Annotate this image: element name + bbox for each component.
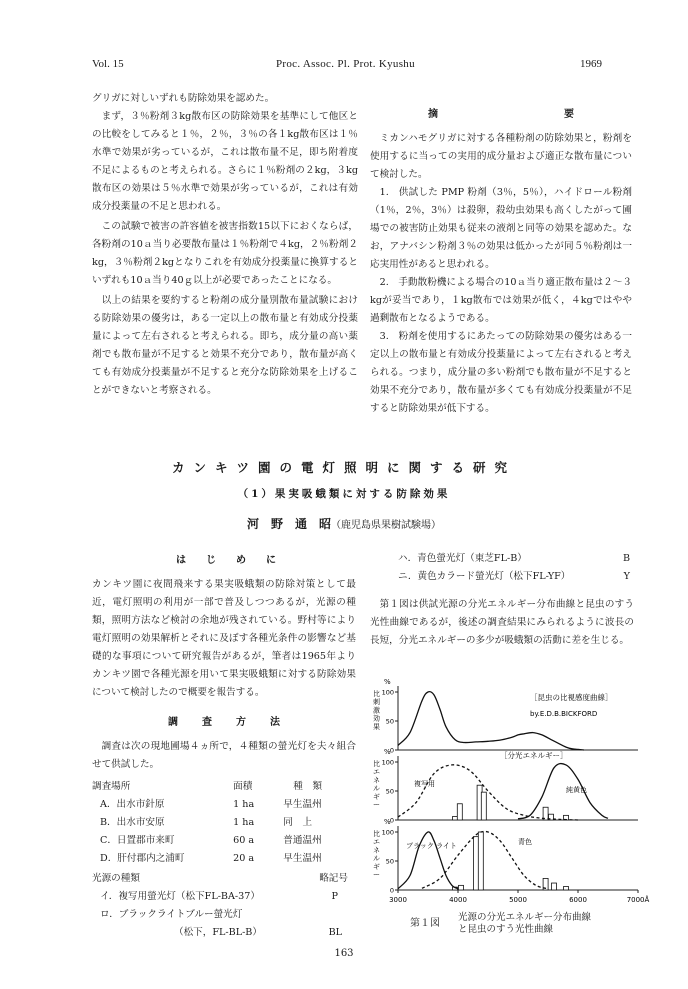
table-row	[92, 796, 352, 814]
lamp-name: ハ．青色螢光灯（東芝FL-B）	[398, 553, 527, 564]
table-row	[92, 850, 352, 868]
y-tick-label: 100	[381, 758, 394, 767]
y-axis-label-char: 効	[373, 714, 380, 723]
y-tick-label: 0	[389, 816, 394, 825]
bar	[474, 837, 479, 890]
site-kind: 早生温州	[283, 799, 322, 810]
x-tick-label: 6000	[569, 896, 587, 904]
series-line	[398, 832, 458, 889]
table-header: 面積	[233, 781, 253, 792]
paragraph: この試験で被害の許容値を被害指数15以下におくならば，各粉剤の10ａ当り必要散布量は１％粉剤で４kg，２％粉剤２kg，３％粉剤２kgとなりこれを有効成分投薬量に換算するといずれも10ａ当り40ｇ以上が必要であったことになる。	[92, 221, 358, 286]
author-name: 河 野 通 昭	[246, 517, 331, 531]
figure-caption-text	[458, 912, 591, 936]
paragraph: まず，３％粉剤３kg散布区の防除効果を基準にして他区との比較をしてみると１％，２％，３％の各１kg散布区は１％水準で効果が劣っているが，これは散布量不足，即ち附着度不足によるものと考えられる。さらに１％粉剤の２kg，３kg散布区の効果は５％水準で効果が劣っているが，これは有効成分投薬量の不足と思われる。	[92, 111, 358, 212]
table-row	[92, 888, 352, 906]
sites-table	[92, 778, 352, 868]
panel-title: ［分光エネルギー］	[500, 751, 568, 760]
summary-heading: 摘 要	[428, 109, 598, 120]
methods-heading: 調査方法	[168, 717, 304, 728]
table-row	[92, 832, 352, 850]
y-axis-label-char: 刺	[373, 698, 380, 707]
lamp-code: P	[331, 891, 338, 902]
bar	[552, 883, 557, 890]
spectral-figure	[370, 676, 650, 916]
y-axis-label-char: 果	[373, 722, 380, 731]
table-row	[92, 924, 352, 942]
panel-title: ［昆虫の比視感度曲線］	[530, 693, 613, 702]
page-number: 163	[334, 948, 354, 959]
series-label: 青色	[518, 838, 532, 846]
y-axis-label-char: 比	[373, 760, 380, 768]
summary-section	[370, 104, 632, 418]
bar	[457, 804, 462, 820]
panel-annotation: by.E.D.B.BICKFORD	[530, 710, 598, 718]
paragraph: グリガに対しいずれも防除効果を認めた。	[92, 93, 275, 104]
table-header: 調査場所	[92, 781, 131, 792]
bar	[481, 792, 486, 820]
site-name: A．出水市針原	[100, 799, 165, 810]
caption-line: 光源の分光エネルギー分布曲線	[458, 912, 592, 923]
lamp-name: ロ．ブラックライトブルー螢光灯	[100, 909, 243, 920]
y-axis-label-char: ネ	[373, 776, 380, 785]
y-unit-label: %	[384, 678, 391, 686]
figure-description: 第１図は供試光源の分光エネルギー分布曲線と昆虫のすう光性曲線であるが，後述の調査結果にみられるように波長の長短，分光エネルギーの多少が吸蛾類の活動に差を生じる。	[370, 599, 634, 646]
x-tick-label: 5000	[509, 896, 527, 904]
y-axis-label-char: 激	[373, 706, 380, 715]
table-row	[370, 550, 634, 568]
site-kind: 普通温州	[283, 835, 322, 846]
summary-paragraph: 3. 粉剤を使用するにあたっての防除効果の優劣はある一定以上の散布量と有効成分投薬量によって左右されると考えられる。つまり，成分量の多い粉剤でも散布量が不足すると効果不充分であり，散布量が多くても有効成分投薬量が不足すると防除効果が低下する。	[370, 331, 632, 414]
site-kind: 同 上	[283, 817, 313, 828]
y-tick-label: 0	[389, 886, 394, 895]
series-label: 純黄色	[566, 786, 587, 794]
lamps-table-cont	[370, 550, 634, 586]
lamp-code: Y	[623, 571, 630, 582]
lamp-code	[310, 906, 352, 924]
bar	[459, 885, 464, 890]
y-axis-label-char: ル	[373, 784, 380, 793]
intro-section	[92, 550, 356, 942]
bar	[564, 887, 569, 890]
volume-label: Vol. 15	[92, 58, 124, 70]
y-tick-label: 50	[385, 717, 394, 726]
y-axis-label-char: 比	[373, 830, 380, 838]
left-column-text	[92, 90, 358, 400]
summary-paragraph: 1. 供試した PMP 粉剤（3％，5％），ハイドロール粉剤（1％，2％，3％）は殺卵，殺幼虫効果も高くしたがって圃場での被害防止効果も従来の液剤と同等の効果を認めた。なお，アナバシン粉剤３％の効果は低かったが同５％粉剤は一応実用性があると思われる。	[370, 187, 632, 270]
y-axis-label-char: ギ	[373, 862, 380, 871]
y-tick-label: 50	[385, 787, 394, 796]
table-header: 種 類	[293, 781, 323, 792]
y-axis-label-char: ル	[373, 854, 380, 863]
y-axis-label-char: ギ	[373, 792, 380, 801]
intro-text: カンキツ園に夜間飛来する果実吸蛾類の防除対策として最近，電灯照明の利用が一部で普及しつつあるが，光源の種類，照明方法など検討の余地が残されている。野村等により電灯照明の効果解析とそれに及ぼす各種光条件の影響など基礎的な事項について研究報告があるが，筆者は1965年よりカンキツ園で各種光源を用いて果実吸蛾類に対する防除効果について検討したので概要を報告する。	[92, 579, 356, 698]
article-subtitle: （1）果実吸蛾類に対する防除効果	[237, 488, 451, 500]
x-tick-label: 3000	[389, 896, 407, 904]
y-axis-label-char: エ	[373, 838, 380, 847]
y-axis-label-char: エ	[373, 768, 380, 777]
lamp-code: BL	[328, 927, 342, 938]
site-area: 1 ha	[233, 799, 255, 810]
site-area: 60 a	[233, 835, 255, 846]
intro-heading: はじめに	[176, 555, 296, 566]
lamps-table	[92, 870, 352, 942]
y-axis-label-char: 比	[373, 690, 380, 698]
site-kind: 早生温州	[283, 853, 322, 864]
y-tick-label: 50	[385, 857, 394, 866]
table-header-row	[92, 778, 352, 796]
table-row	[92, 814, 352, 832]
bar	[453, 817, 458, 820]
summary-paragraph: 2. 手動散粉機による場合の10ａ当り適正散布量は２～３kgが妥当であり，１kg散布では効果が低く，４kgではやや過剰散布となるようである。	[370, 277, 632, 324]
caption-line: と昆虫のすう光性曲線	[458, 924, 554, 935]
y-tick-label: 100	[381, 688, 394, 697]
x-tick-label: 4000	[449, 896, 467, 904]
y-axis-label-char: ー	[373, 871, 380, 879]
article-title: カンキツ園の電灯照明に関する研究	[171, 460, 516, 475]
y-axis-label-char: ネ	[373, 846, 380, 855]
year-label: 1969	[580, 58, 602, 70]
author-line	[0, 515, 688, 532]
y-axis-label-char: ー	[373, 801, 380, 809]
lamp-name: ニ．黄色カラード螢光灯（松下FL-YF）	[398, 571, 571, 582]
table-row	[92, 906, 352, 924]
site-name: D．肝付郡内之浦町	[100, 853, 185, 864]
site-name: B．出水市安原	[100, 817, 165, 828]
right-lower-text	[370, 550, 634, 650]
summary-paragraph: ミカンハモグリガに対する各種粉剤の防除効果と，粉剤を使用するに当っての実用的成分量および適正な散布量について検討した。	[370, 133, 632, 180]
methods-text: 調査は次の現地圃場４ヵ所で，４種類の螢光灯を夫々組合せて供試した。	[92, 741, 356, 770]
bar	[478, 832, 483, 890]
y-unit-label: %	[384, 748, 391, 756]
author-affiliation: （鹿児島県果樹試験場）	[331, 520, 441, 531]
paragraph: 以上の結果を要約すると粉剤の成分量別散布量試験における防除効果の優劣は，ある一定以上の散布量と有効成分投薬量によって左右されると考えられる。即ち，成分量の高い薬剤でも散布量が不足すると効果不充分であり，散布量が高くても有効成分投薬量が不足すると充分な防除効果を上げることができないと考察される。	[92, 295, 358, 396]
x-tick-label: 7000Å	[626, 896, 650, 904]
y-tick-label: 100	[381, 828, 394, 837]
table-header-row	[92, 870, 352, 888]
y-unit-label: %	[384, 818, 391, 826]
y-tick-label: 0	[389, 746, 394, 755]
table-row	[370, 568, 634, 586]
site-name: C．日置郡市来町	[100, 835, 175, 846]
journal-name: Proc. Assoc. Pl. Prot. Kyushu	[276, 58, 415, 70]
lamp-code: B	[622, 553, 630, 564]
figure-caption-number: 第１図	[410, 918, 440, 929]
site-area: 20 a	[233, 853, 255, 864]
series-line	[518, 764, 608, 819]
table-header: 光源の種類	[92, 873, 140, 884]
lamp-name: イ．複写用螢光灯（松下FL-BA-37）	[100, 891, 260, 902]
series-label: 複写用	[414, 780, 435, 788]
series-label: ブラック ライト	[406, 842, 457, 850]
site-area: 1 ha	[233, 817, 255, 828]
lamp-name: （松下，FL-BL-B）	[174, 927, 262, 938]
table-header: 略記号	[319, 873, 348, 884]
